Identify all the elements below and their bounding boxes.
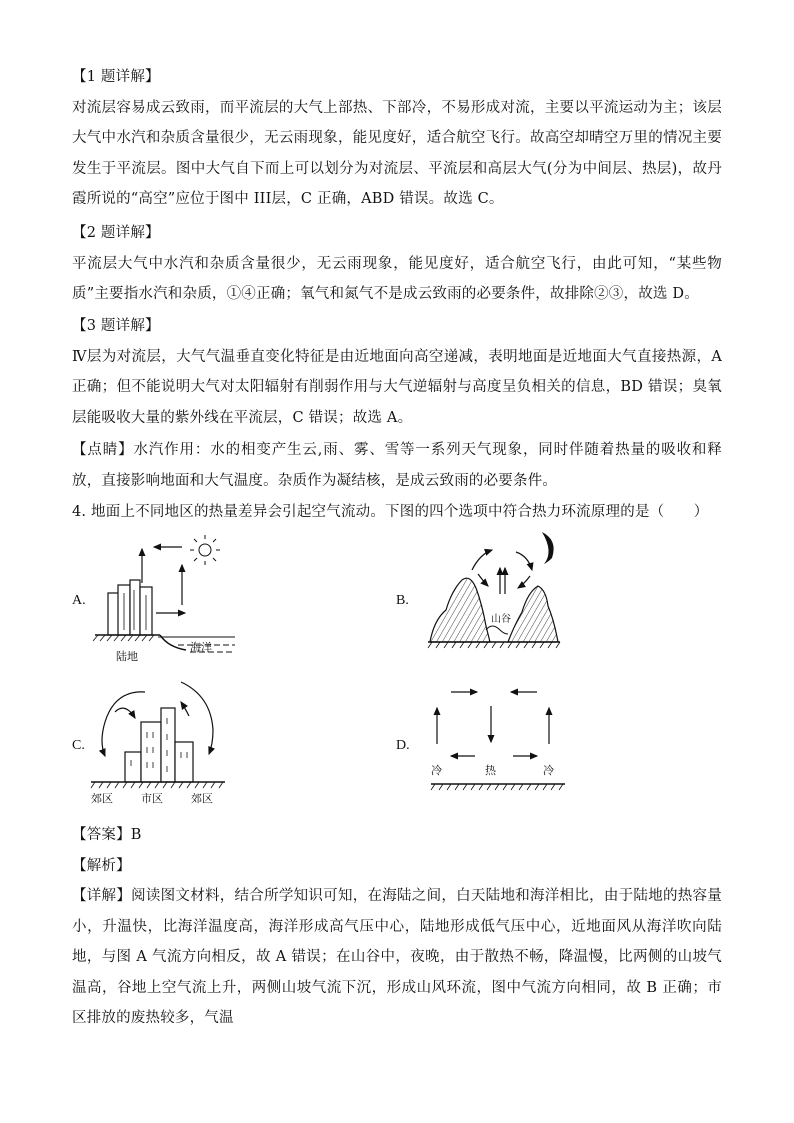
q2-heading: 【2 题详解】 (72, 225, 160, 241)
option-d-center-label: 热 (485, 764, 496, 777)
q2-section (72, 218, 722, 310)
option-b-valley-label: 山谷 (491, 614, 511, 625)
option-c-figure (85, 672, 235, 812)
q1-section (72, 62, 722, 215)
option-a-sea-label: 海洋 (190, 641, 212, 654)
q3-body: Ⅳ层为对流层，大气气温垂直变化特征是由近地面向高空递减，表明地面是近地面大气直接热源，A 正确；但不能说明大气对太阳辐射有削弱作用与大气逆辐射与高度呈负相关的信息，BD 错误；臭氧层能吸收大量的紫外线在平流层，C 错误；故选 A。 (72, 348, 722, 426)
option-b-figure (420, 530, 570, 655)
q1-body: 对流层容易成云致雨，而平流层的大气上部热、下部冷，不易形成对流，主要以平流运动为主；该层大气中水汽和杂质含量很少，无云雨现象，能见度好，适合航空飞行。故高空却晴空万里的情况主要发生于平流层。图中大气自下而上可以划分为对流层、平流层和高层大气(分为中间层、热层)，故丹霞所说的“高空”应位于图中 III层，C 正确，ABD 错误。故选 C。 (72, 99, 722, 207)
sun-icon (190, 535, 220, 565)
tip-section (72, 435, 722, 496)
option-c-left-label: 郊区 (91, 792, 113, 805)
q1-heading: 【1 题详解】 (72, 69, 160, 85)
option-a-figure (90, 535, 250, 670)
q4-question-text: 4. 地面上不同地区的热量差异会引起空气流动。下图的四个选项中符合热力环流原理的是（ ） (72, 504, 709, 520)
option-a-land-label: 陆地 (116, 650, 138, 663)
option-d-figure (425, 680, 575, 805)
tip-text: 【点睛】水汽作用：水的相变产生云,雨、雾、雪等一系列天气现象，同时伴随着热量的吸收和释放，直接影响地面和大气温度。杂质作为凝结核，是成云致雨的必要条件。 (72, 442, 722, 489)
option-d-label: D. (396, 738, 410, 753)
option-c-right-label: 郊区 (191, 792, 213, 805)
option-d-left-label: 冷 (431, 764, 442, 777)
q4-answer (72, 820, 722, 1034)
q3-heading: 【3 题详解】 (72, 318, 160, 334)
analysis-heading: 【解析】 (72, 857, 131, 874)
option-a-label: A. (72, 593, 86, 608)
answer-text: 【答案】B (72, 827, 142, 843)
detail-text: 【详解】阅读图文材料，结合所学知识可知，在海陆之间，白天陆地和海洋相比，由于陆地的热容量小，升温快，比海洋温度高，海洋形成高气压中心，陆地形成低气压中心，近地面风从海洋吹向陆地，与图 A 气流方向相反，故 A 错误；在山谷中，夜晚，由于散热不畅，降温慢，比两侧的山坡气温高，谷地上空气流上升，两侧山坡气流下沉，形成山风环流，图中气流方向相同，故 B 正确；市区排放的废热较多，气温 (72, 888, 722, 1026)
option-d-right-label: 冷 (543, 764, 554, 777)
option-c-center-label: 市区 (141, 792, 163, 805)
option-c-label: C. (72, 738, 85, 753)
q3-section (72, 311, 722, 433)
option-b-label: B. (396, 593, 409, 608)
moon-icon (542, 532, 554, 564)
q4-question (72, 497, 722, 528)
q2-body: 平流层大气中水汽和杂质含量很少，无云雨现象，能见度好，适合航空飞行，由此可知，“某些物质”主要指水汽和杂质，①④正确；氧气和氮气不是成云致雨的必要条件，故排除②③，故选 D。 (72, 255, 722, 302)
